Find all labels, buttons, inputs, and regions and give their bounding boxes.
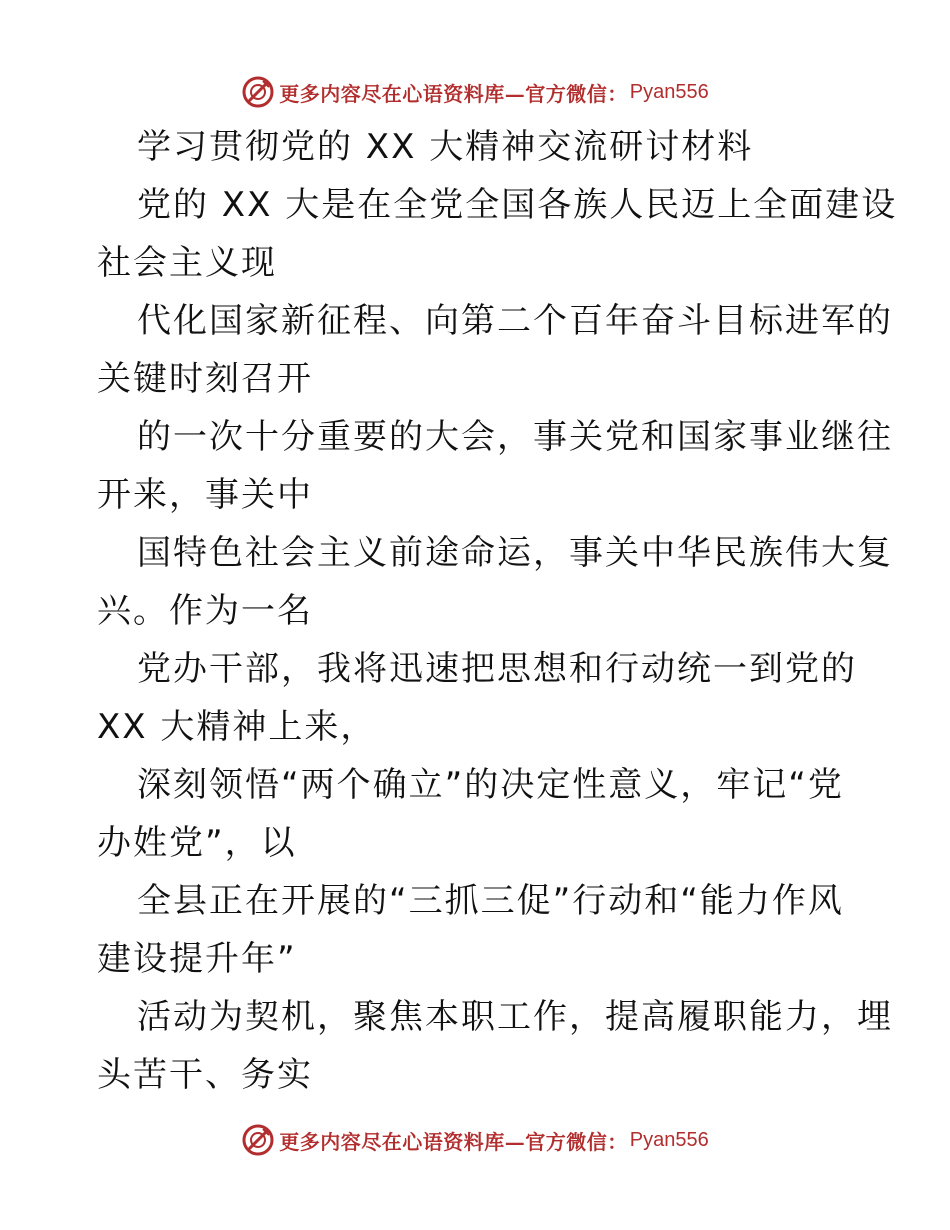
text-line: 头苦干、务实 <box>97 1055 313 1095</box>
banner-id: Pyan556 <box>629 1128 709 1151</box>
text-line: 兴。作为一名 <box>97 591 313 631</box>
banner-text: 更多内容尽在心语资料库—官方微信： <box>279 81 628 106</box>
text-line: 党的 XX 大是在全党全国各族人民迈上全面建设 <box>137 185 898 225</box>
text-line: 关键时刻召开 <box>97 359 313 399</box>
text-line: 党办干部，我将迅速把思想和行动统一到党的 <box>137 649 857 689</box>
logo-icon <box>241 1123 275 1157</box>
text-line: 代化国家新征程、向第二个百年奋斗目标进军的 <box>137 301 893 341</box>
banner-id: Pyan556 <box>629 80 709 103</box>
header-watermark <box>0 72 950 112</box>
text-line: 全县正在开展的“三抓三促”行动和“能力作风 <box>137 881 844 921</box>
text-line: 办姓党”，以 <box>97 823 297 863</box>
text-line: 的一次十分重要的大会，事关党和国家事业继往 <box>137 417 893 457</box>
text-line: 社会主义现 <box>97 243 277 283</box>
text-line: 国特色社会主义前途命运，事关中华民族伟大复 <box>137 533 893 573</box>
text-line: 建设提升年” <box>97 939 297 979</box>
logo-icon <box>241 75 275 109</box>
document-body <box>97 118 898 1104</box>
banner-text: 更多内容尽在心语资料库—官方微信： <box>279 1129 628 1154</box>
text-line: 活动为契机，聚焦本职工作，提高履职能力，埋 <box>137 997 893 1037</box>
text-line: 深刻领悟“两个确立”的决定性意义，牢记“党 <box>137 765 844 805</box>
footer-watermark <box>0 1120 950 1160</box>
document-title: 学习贯彻党的 XX 大精神交流研讨材料 <box>137 127 754 167</box>
text-line: XX 大精神上来， <box>97 707 377 747</box>
text-line: 开来，事关中 <box>97 475 313 515</box>
